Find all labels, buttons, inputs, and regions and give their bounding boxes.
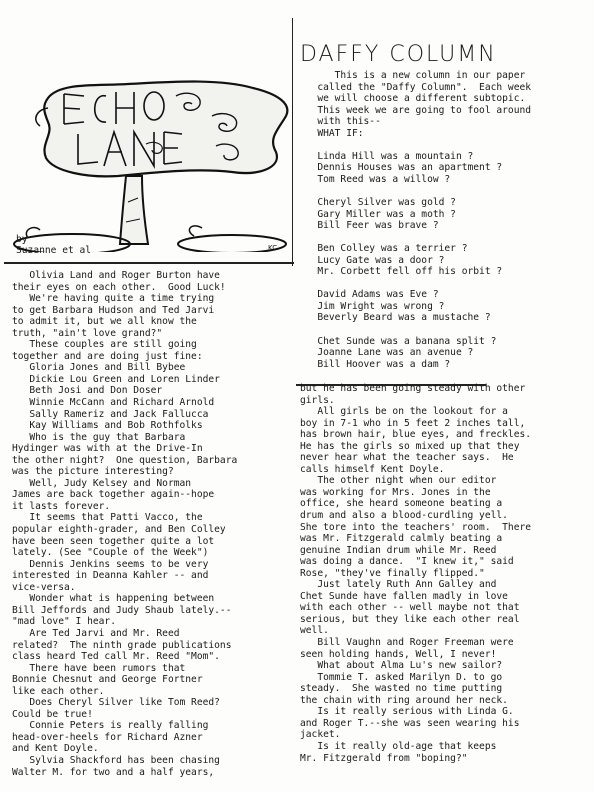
text-line: Beverly Beard was a mustache ? — [300, 312, 491, 324]
text-line: Is it really old-age that keeps — [300, 740, 497, 752]
artist-initials: KC — [268, 244, 278, 252]
text-line: Mr. Corbett fell off his orbit ? — [300, 266, 503, 278]
byline-author: Suzanne et al — [16, 245, 92, 256]
text-line: Joanne Lane was an avenue ? — [300, 347, 474, 359]
text-line: was working for Mrs. Jones in the — [300, 486, 491, 498]
text-line: Chet Sunde have fallen madly in love — [300, 590, 508, 602]
text-line: interested in Deanna Kahler -- and — [12, 570, 209, 582]
text-line: Bill Vaughn and Roger Freeman were — [300, 637, 514, 649]
text-line: together and are doing just fine: — [12, 350, 203, 362]
text-line: Bill Hoover was a dam ? — [300, 358, 451, 370]
text-line: Cheryl Silver was gold ? — [300, 197, 456, 209]
text-line: well. — [300, 625, 329, 637]
text-line: Linda Hill was a mountain ? — [300, 150, 474, 162]
daffy-column-title: DAFFY COLUMN — [300, 42, 497, 67]
text-line: Hydinger was with at the Drive-In — [12, 443, 203, 455]
text-line: Gloria Jones and Bill Bybee — [12, 362, 186, 374]
text-line: Rose, "they've finally flipped." — [300, 567, 485, 579]
text-line: and Kent Doyle. — [12, 743, 99, 755]
text-line: Tommie T. asked Marilyn D. to go — [300, 671, 503, 683]
text-line: truth, "ain't love grand?" — [12, 327, 163, 339]
text-line: and Roger T.--she was seen wearing his — [300, 717, 520, 729]
text-line: never hear what the teacher says. He — [300, 452, 514, 464]
text-line — [300, 278, 590, 290]
text-line: James are back together again--hope — [12, 489, 215, 501]
text-line: The other night when our editor — [300, 475, 497, 487]
text-line: What about Alma Lu's new sailor? — [300, 660, 503, 672]
text-line: Walter M. for two and a half years, — [12, 766, 215, 778]
text-line: Ben Colley was a terrier ? — [300, 243, 468, 255]
text-line: Lucy Gate was a door ? — [300, 254, 445, 266]
text-line: Connie Peters is really falling — [12, 720, 209, 732]
text-line: boy in 7-1 who in 5 feet 2 inches tall, — [300, 417, 526, 429]
text-line: Just lately Ruth Ann Galley and — [300, 579, 497, 591]
text-line: Is it really serious with Linda G. — [300, 706, 514, 718]
text-line: but he has been going steady with other — [300, 383, 526, 394]
text-line: Does Cheryl Silver like Tom Reed? — [12, 697, 220, 709]
text-line: He has the girls so mixed up that they — [300, 440, 520, 452]
text-line: it lasts forever. — [12, 500, 111, 512]
text-line: lately. (See "Couple of the Week") — [12, 547, 209, 559]
text-line: seen holding hands, Well, I never! — [300, 648, 497, 660]
text-line: Dennis Jenkins seems to be very — [12, 558, 209, 570]
text-line: head-over-heels for Richard Azner — [12, 731, 203, 743]
text-line: serious, but they like each other real — [300, 613, 520, 625]
text-line: with this-- — [300, 116, 381, 128]
text-line — [300, 139, 590, 151]
text-line: like each other. — [12, 685, 105, 697]
text-line: Mr. Fitzgerald from "boping?" — [300, 752, 468, 764]
text-line: Dickie Lou Green and Loren Linder — [12, 373, 220, 385]
echo-lane-sign-illustration — [8, 12, 296, 252]
text-line: girls. — [300, 394, 335, 406]
text-line: has brown hair, blue eyes, and freckles. — [300, 429, 532, 441]
text-line: Who is the guy that Barbara — [12, 431, 186, 443]
text-line: Wonder what is happening between — [12, 593, 215, 605]
text-line: It seems that Patti Vacco, the — [12, 512, 203, 524]
text-line: steady. She wasted no time putting — [300, 683, 503, 695]
text-line: to get Barbara Hudson and Ted Jarvi — [12, 304, 215, 316]
text-line: we will choose a different subtopic. — [300, 93, 526, 105]
text-line: Sylvia Shackford has been chasing — [12, 754, 220, 766]
echo-lane-continued — [300, 383, 590, 764]
text-line: to admit it, but we all know the — [12, 316, 197, 328]
byline-by: by — [16, 234, 28, 245]
text-line: popular eighth-grader, and Ben Colley — [12, 524, 226, 536]
text-line: office, she heard someone beating a — [300, 498, 503, 510]
text-line: the other night? One question, Barbara — [12, 454, 238, 466]
text-line: Olivia Land and Roger Burton have — [12, 270, 220, 281]
text-line: the chain with ring around her neck. — [300, 694, 508, 706]
text-line: was doing a dance. "I knew it," said — [300, 556, 514, 568]
text-line: class heard Ted call Mr. Reed "Mom". — [12, 651, 220, 663]
text-line: Winnie McCann and Richard Arnold — [12, 397, 215, 409]
text-line: Sally Rameriz and Jack Fallucca — [12, 408, 209, 420]
text-line: She tore into the teachers' room. There — [300, 521, 532, 533]
text-line: Well, Judy Kelsey and Norman — [12, 477, 192, 489]
text-line: was Mr. Fitzgerald calmly beating a — [300, 533, 503, 545]
text-line: There have been rumors that — [12, 662, 186, 674]
text-line: vice-versa. — [12, 581, 76, 593]
text-line: with each other -- well maybe not that — [300, 602, 520, 614]
text-line: Could be true! — [12, 708, 93, 720]
text-line: Bill Jeffords and Judy Shaub lately.-- — [12, 604, 232, 616]
daffy-column-body — [300, 70, 590, 370]
text-line — [300, 185, 590, 197]
text-line: All girls be on the lookout for a — [300, 406, 508, 418]
text-line: Chet Sunde was a banana split ? — [300, 335, 497, 347]
text-line — [300, 232, 590, 244]
text-line: We're having quite a time trying — [12, 293, 215, 305]
text-line: Are Ted Jarvi and Mr. Reed — [12, 627, 180, 639]
text-line: Tom Reed was a willow ? — [300, 173, 451, 185]
text-line: Bill Feer was brave ? — [300, 220, 439, 232]
text-line: Dennis Houses was an apartment ? — [300, 162, 503, 174]
text-line: called the "Daffy Column". Each week — [300, 81, 532, 93]
text-line: their eyes on each other. Good Luck! — [12, 281, 226, 293]
text-line: Gary Miller was a moth ? — [300, 208, 456, 220]
byline — [16, 234, 91, 256]
text-line: This week we are going to fool around — [300, 104, 532, 116]
text-line: David Adams was Eve ? — [300, 289, 439, 301]
echo-lane-column — [12, 270, 297, 778]
text-line: Kay Williams and Bob Rothfolks — [12, 420, 203, 432]
text-line: Beth Josi and Don Doser — [12, 385, 163, 397]
text-line: was the picture interesting? — [12, 466, 174, 478]
text-line: jacket. — [300, 729, 341, 741]
text-line: Bonnie Chesnut and George Fortner — [12, 674, 203, 686]
text-line: calls himself Kent Doyle. — [300, 463, 445, 475]
text-line: This is a new column in our paper — [300, 70, 526, 81]
column-divider — [292, 18, 293, 266]
text-line: "mad love" I hear. — [12, 616, 116, 628]
text-line: genuine Indian drum while Mr. Reed — [300, 544, 497, 556]
text-line: drum and also a blood-curdling yell. — [300, 510, 508, 522]
text-line: These couples are still going — [12, 339, 197, 351]
text-line: have been seen together quite a lot — [12, 535, 215, 547]
text-line: related? The ninth grade publications — [12, 639, 232, 651]
text-line: Jim Wright was wrong ? — [300, 300, 445, 312]
text-line: WHAT IF: — [300, 127, 364, 139]
text-line — [300, 324, 590, 336]
header-divider — [4, 262, 294, 264]
